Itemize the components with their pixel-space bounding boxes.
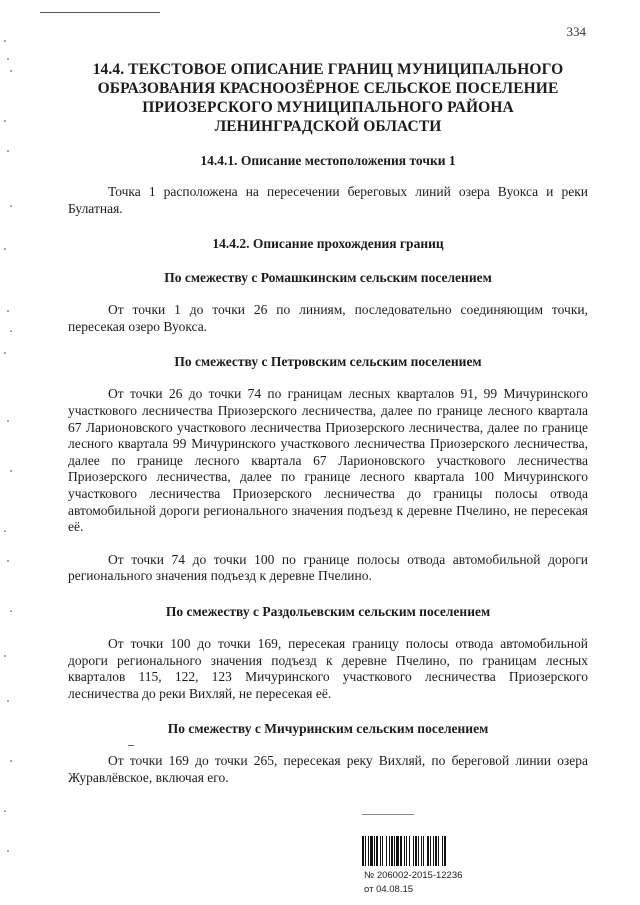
- document-body: [68, 60, 588, 786]
- scan-speckle: [10, 205, 12, 207]
- document-title: [68, 60, 588, 136]
- stamp-number: № 206002-2015-12236: [364, 870, 463, 881]
- paragraph: Точка 1 расположена на пересечении береговых линий озера Вуокса и реки Булатная.: [68, 184, 588, 216]
- scan-speckle: [7, 150, 9, 152]
- barcode-gap: [446, 836, 447, 866]
- section-heading: По смежеству с Ромашкинским сельским поселением: [164, 270, 492, 286]
- top-rule: [40, 12, 160, 13]
- stamp-date: от 04.08.15: [364, 884, 414, 895]
- scan-speckle: [7, 560, 9, 562]
- stamp-line: [362, 814, 414, 815]
- scan-speckle: [4, 40, 6, 42]
- section-petrovskoe: [68, 354, 588, 585]
- scan-speckle: [10, 760, 12, 762]
- barcode: [362, 836, 470, 866]
- scan-speckle: [7, 700, 9, 702]
- paragraph: От точки 100 до точки 169, пересекая границу полосы отвода автомобильной дороги регионального значения подъезд к деревне Пчелино, по границам лесных кварталов 115, 122, 123 Мичуринского участкового лесничества Приозерского лесничества до реки Вихляй, не пересекая её.: [68, 635, 588, 701]
- section-point-location: [68, 153, 588, 217]
- section-heading: По смежеству с Раздольевским сельским поселением: [165, 603, 491, 619]
- dash-mark: [128, 745, 134, 746]
- title-line: ОБРАЗОВАНИЯ КРАСНООЗЁРНОЕ СЕЛЬСКОЕ ПОСЕЛЕНИЕ: [97, 80, 559, 97]
- title-line: ПРИОЗЕРСКОГО МУНИЦИПАЛЬНОГО РАЙОНА: [142, 99, 514, 116]
- section-michurinskoe: [68, 721, 588, 786]
- section-boundary-description: [68, 236, 588, 252]
- paragraph: От точки 26 до точки 74 по границам лесных кварталов 91, 99 Мичуринского участкового лесничества Приозерского лесничества, далее по границе лесного квартала 67 Ларионовского участкового лесничества Приозерского лесничества, далее по границе лесного квартала 99 Мичуринского участкового лесничества Приозерского лесничества, далее по границе лесного квартала 67 Ларионовского участкового лесничества Приозерского лесничества, далее по границе лесного квартала 100 Мичуринского участкового лесничества Приозерского лесничества до границы полосы отвода автомобильной дороги регионального значения подъезд к деревне Пчелино, не пересекая её.: [68, 386, 588, 535]
- section-heading: 14.4.1. Описание местоположения точки 1: [200, 153, 456, 168]
- scan-speckle: [4, 530, 6, 532]
- scan-speckle: [7, 420, 9, 422]
- page-number: 334: [566, 24, 586, 39]
- paragraph: От точки 169 до точки 265, пересекая реку Вихляй, по береговой линии озера Журавлёвское, включая его.: [68, 753, 588, 785]
- scan-speckle: [7, 310, 9, 312]
- title-line: ЛЕНИНГРАДСКОЙ ОБЛАСТИ: [214, 118, 442, 135]
- paragraph: От точки 1 до точки 26 по линиям, последовательно соединяющим точки, пересекая озеро Вуокса.: [68, 302, 588, 334]
- scan-speckle: [10, 330, 12, 332]
- section-heading: По смежеству с Мичуринским сельским поселением: [167, 721, 489, 737]
- scan-speckle: [7, 58, 9, 60]
- paragraph: От точки 74 до точки 100 по границе полосы отвода автомобильной дороги регионального значения подъезд к деревне Пчелино.: [68, 551, 588, 584]
- scan-speckle: [4, 655, 6, 657]
- scan-speckle: [4, 120, 6, 122]
- registration-stamp: [352, 812, 602, 902]
- scan-speckle: [7, 850, 9, 852]
- section-razdolevskoe: [68, 604, 588, 702]
- scan-speckle: [4, 248, 6, 250]
- section-romashkinskoe: [68, 270, 588, 335]
- scan-edge-marks: [0, 0, 14, 905]
- scan-speckle: [4, 352, 6, 354]
- scan-speckle: [10, 70, 12, 72]
- section-heading: По смежеству с Петровским сельским поселением: [174, 354, 482, 370]
- scan-speckle: [10, 470, 12, 472]
- scan-speckle: [10, 610, 12, 612]
- title-line: 14.4. ТЕКСТОВОЕ ОПИСАНИЕ ГРАНИЦ МУНИЦИПАЛЬНОГО: [92, 61, 564, 78]
- scan-speckle: [4, 810, 6, 812]
- section-heading: 14.4.2. Описание прохождения границ: [212, 236, 444, 252]
